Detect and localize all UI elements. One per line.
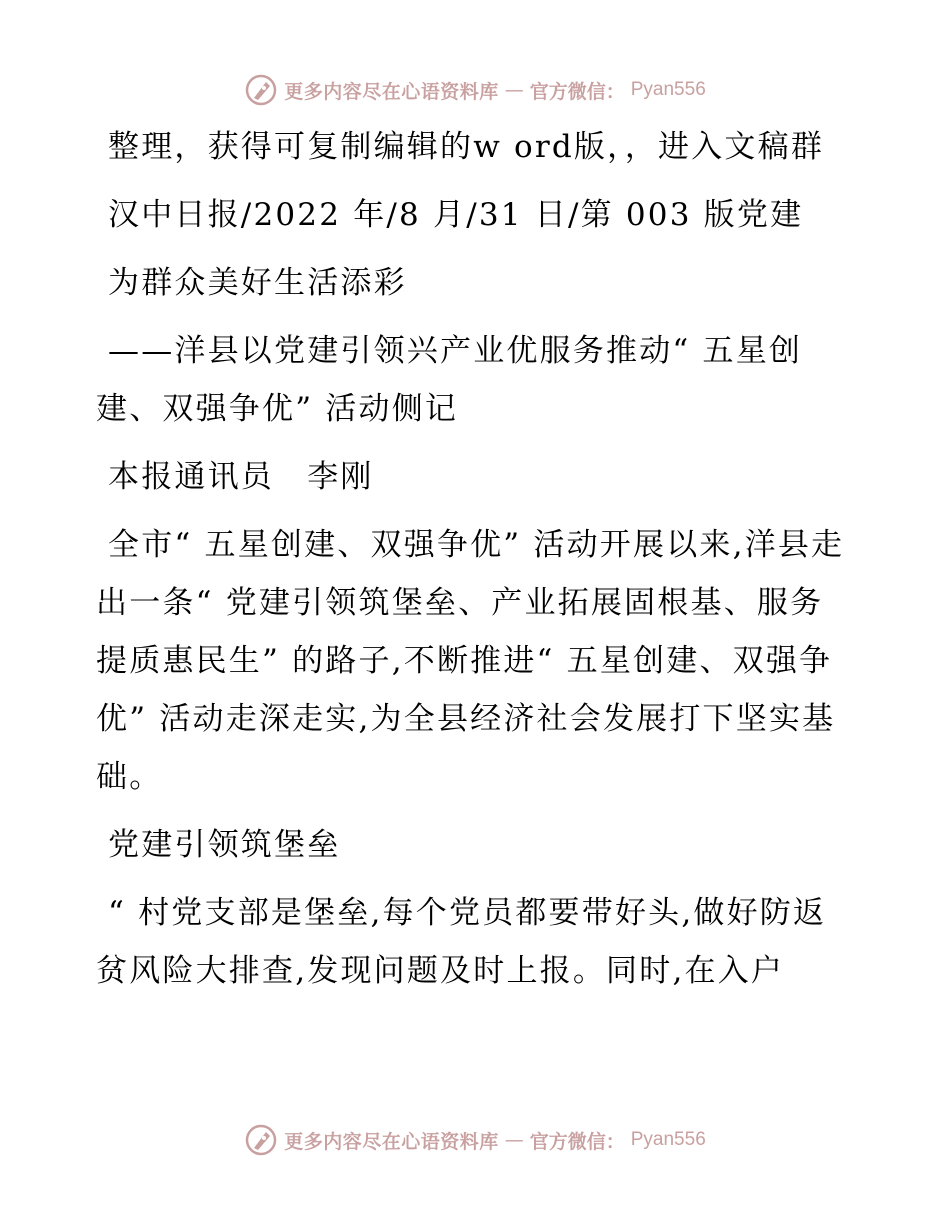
article-title: 为群众美好生活添彩 [108,265,407,301]
article-byline: 本报通讯员 李刚 [108,459,374,495]
paragraph-body-1: 全市“ 五星创建、双强争优” 活动开展以来,洋县走出一条“ 党建引领筑堡垒、产业拓展固根基、服务提质惠民生” 的路子,不断推进“ 五星创建、双强争优” 活动走深走实,为全县经济社会发展打下坚实基础。 [96,527,845,795]
pen-nib-circle-icon [244,1123,278,1157]
banner-brand: 更多内容尽在心语资料库 [284,80,499,103]
banner-wechat-label: 官方微信： [529,80,625,103]
paragraph-intro: 整理，获得可复制编辑的w ord版，，进入文稿群 [108,129,825,165]
header-watermark-banner [0,70,950,110]
pen-nib-circle-icon [244,73,278,107]
banner-wechat-label: 官方微信： [529,1130,625,1153]
banner-separator: — [504,1129,524,1151]
banner-wechat-id: Pyan556 [630,1129,706,1150]
paragraph-source: 汉中日报/2022 年/8 月/31 日/第 003 版党建 [108,197,804,233]
banner-wechat-id: Pyan556 [630,79,706,100]
footer-watermark-banner [0,1120,950,1160]
paragraph-body-2: “ 村党支部是堡垒,每个党员都要带好头,做好防返贫风险大排查,发现问题及时上报。同时,在入户 [96,895,827,989]
document-body [96,118,856,1010]
article-subtitle: ——洋县以党建引领兴产业优服务推动“ 五星创建、双强争优” 活动侧记 [96,333,803,427]
section-heading: 党建引领筑堡垒 [108,827,341,863]
banner-brand: 更多内容尽在心语资料库 [284,1130,499,1153]
banner-separator: — [504,79,524,101]
